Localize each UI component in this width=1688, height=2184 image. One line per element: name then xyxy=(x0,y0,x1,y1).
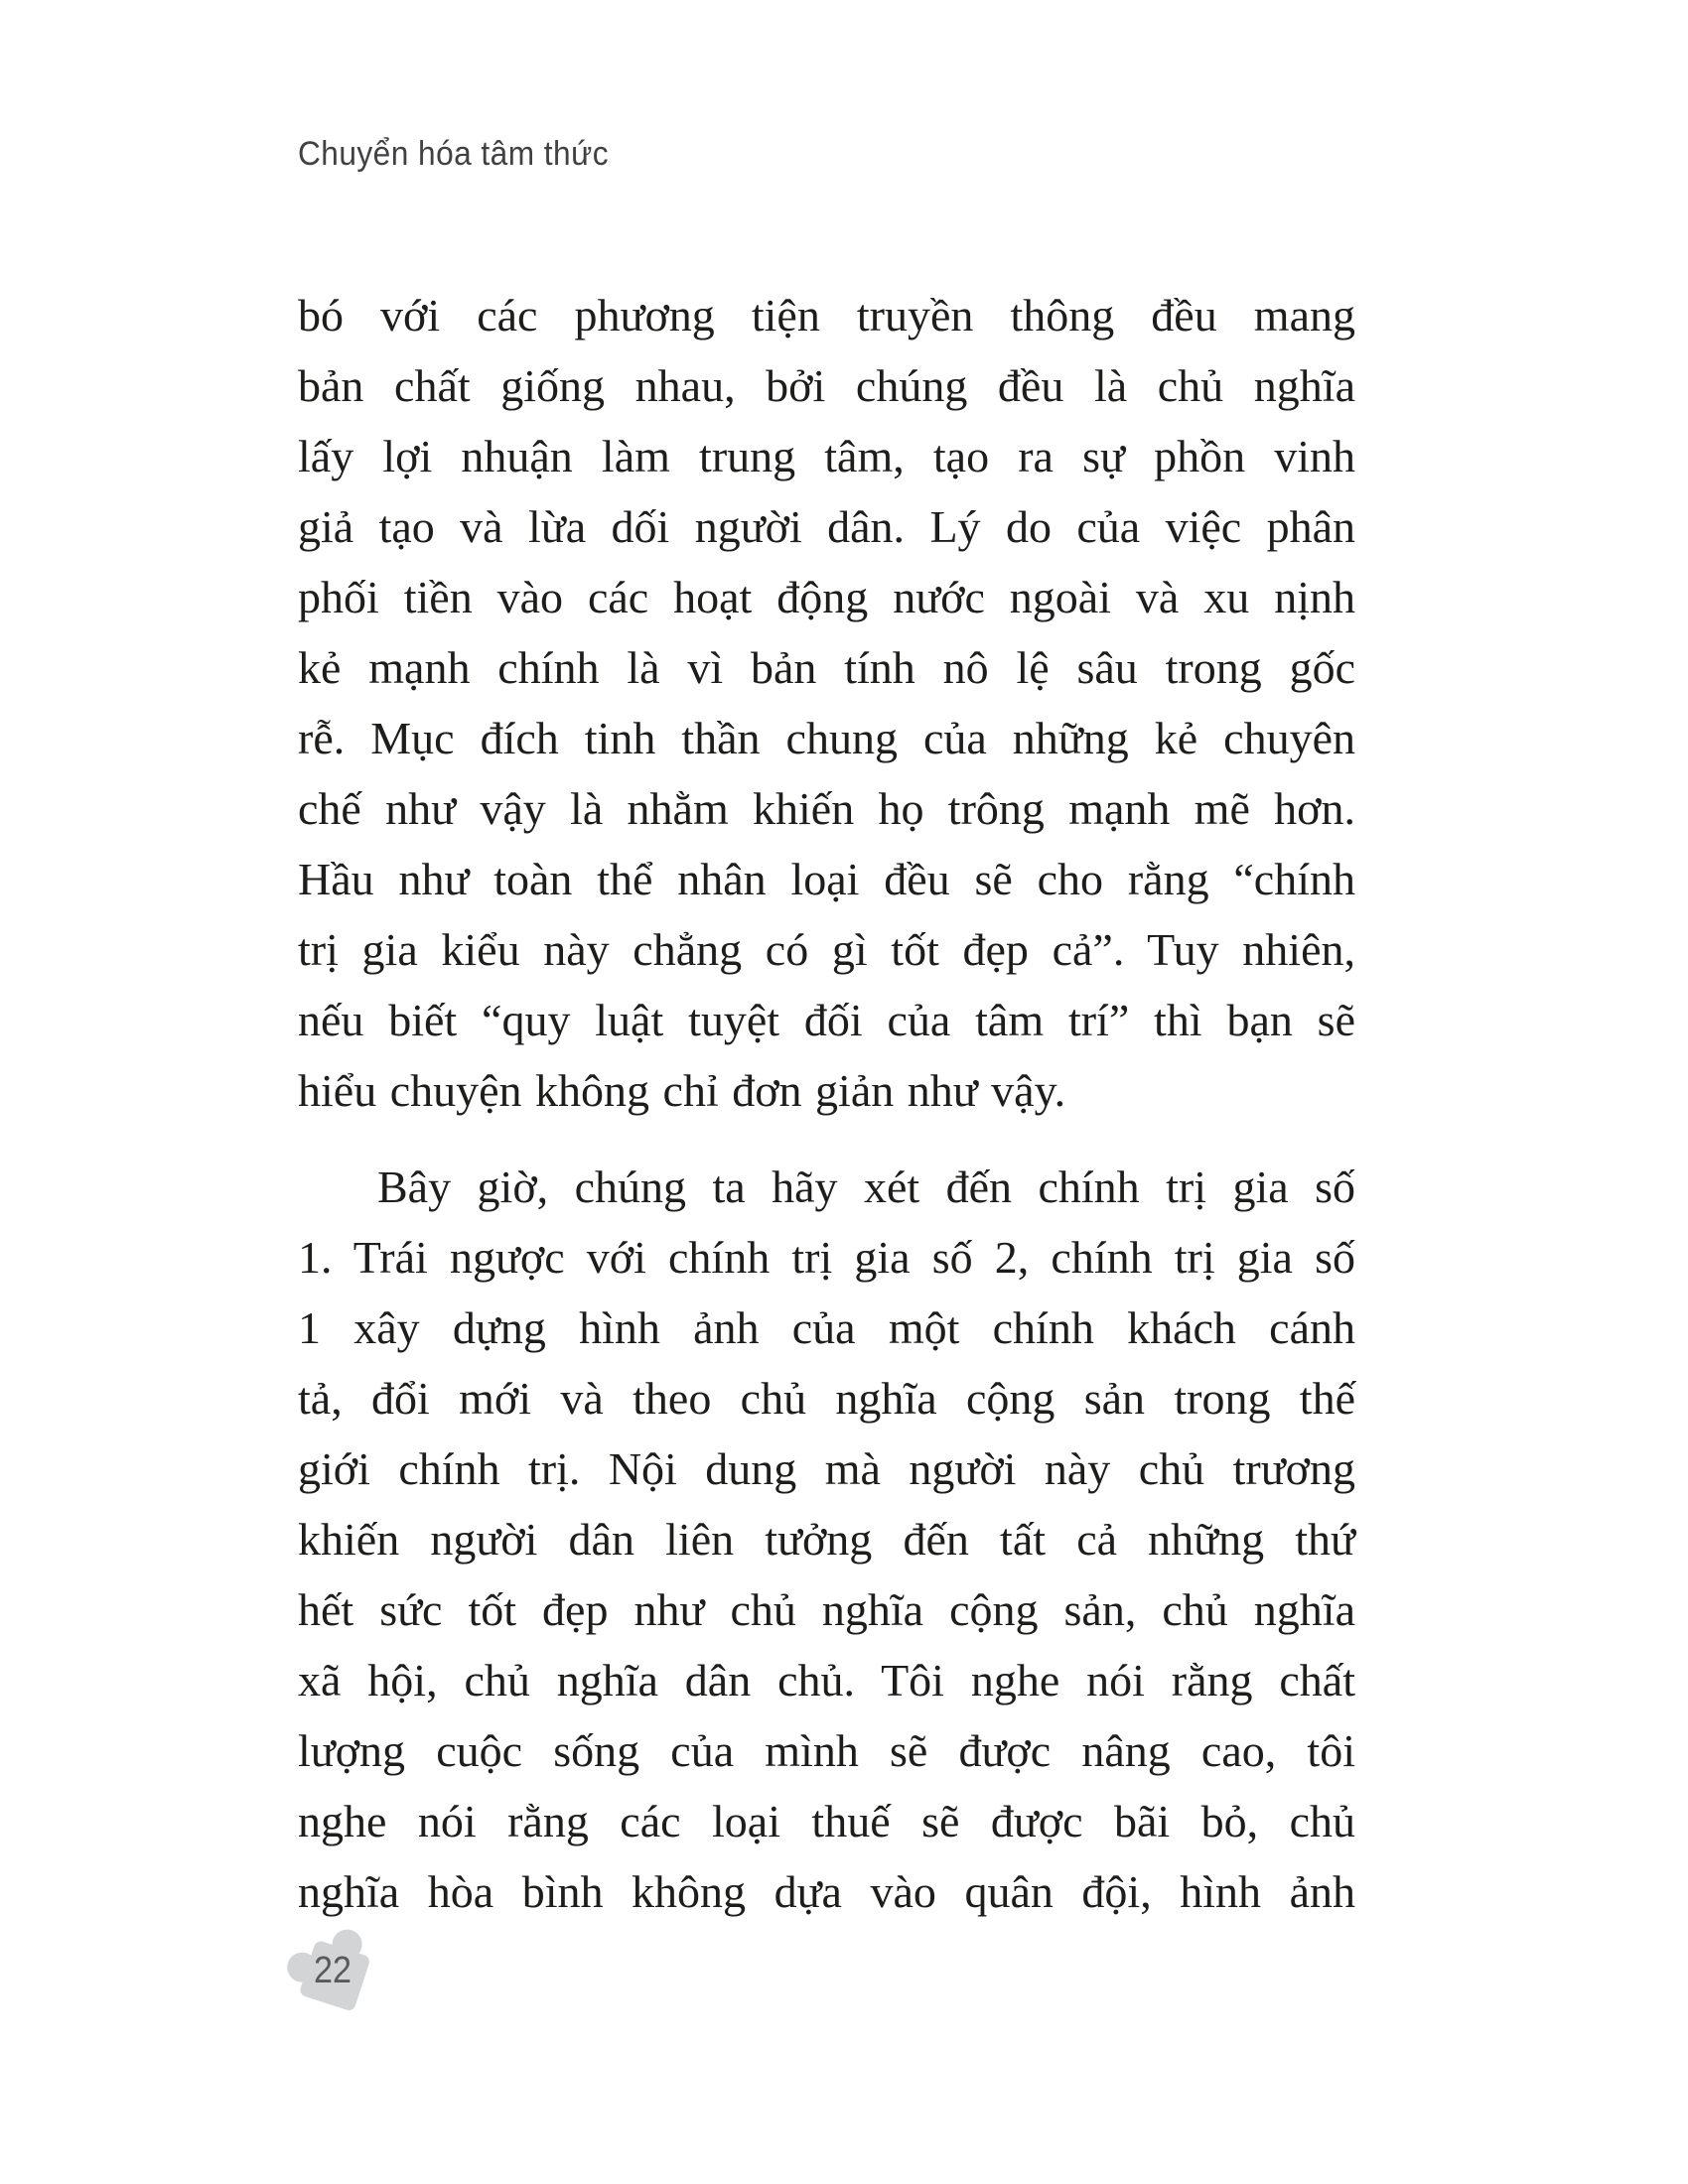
text-line: giả tạo và lừa dối người dân. Lý do của việc phân xyxy=(298,501,1355,552)
text-line: bản chất giống nhau, bởi chúng đều là chủ nghĩa xyxy=(298,360,1355,411)
text-line: hết sức tốt đẹp như chủ nghĩa cộng sản, chủ nghĩa xyxy=(298,1584,1355,1635)
text-line: tả, đổi mới và theo chủ nghĩa cộng sản trong thế xyxy=(298,1373,1355,1424)
body-text xyxy=(298,280,1355,1927)
paragraph-2 xyxy=(298,1152,1355,1927)
text-line: chế như vậy là nhằm khiến họ trông mạnh mẽ hơn. xyxy=(298,783,1355,834)
text-line: lấy lợi nhuận làm trung tâm, tạo ra sự phồn vinh xyxy=(298,431,1355,481)
text-line: nghe nói rằng các loại thuế sẽ được bãi bỏ, chủ xyxy=(298,1796,1355,1846)
text-line: nghĩa hòa bình không dựa vào quân đội, hình ảnh xyxy=(298,1866,1355,1917)
running-header: Chuyển hóa tâm thức xyxy=(298,135,610,173)
text-line: phối tiền vào các hoạt động nước ngoài và xu nịnh xyxy=(298,572,1355,622)
text-line: xã hội, chủ nghĩa dân chủ. Tôi nghe nói rằng chất xyxy=(298,1655,1355,1706)
text-line: kẻ mạnh chính là vì bản tính nô lệ sâu trong gốc xyxy=(298,642,1355,693)
page-number: 22 xyxy=(314,1950,352,1991)
text-line: khiến người dân liên tưởng đến tất cả những thứ xyxy=(298,1514,1355,1565)
text-line: 1 xây dựng hình ảnh của một chính khách cánh xyxy=(298,1302,1355,1353)
text-line: giới chính trị. Nội dung mà người này chủ trương xyxy=(298,1443,1355,1494)
paragraph-1 xyxy=(298,280,1355,1126)
text-line: hiểu chuyện không chỉ đơn giản như vậy. xyxy=(298,1065,1066,1116)
text-line: rễ. Mục đích tinh thần chung của những kẻ chuyên xyxy=(298,713,1355,763)
text-line: Hầu như toàn thể nhân loại đều sẽ cho rằng “chính xyxy=(298,854,1355,904)
text-line: trị gia kiểu này chẳng có gì tốt đẹp cả”. Tuy nhiên, xyxy=(298,924,1355,975)
text-line: bó với các phương tiện truyền thông đều mang xyxy=(298,290,1355,341)
text-line: nếu biết “quy luật tuyệt đối của tâm trí” thì bạn sẽ xyxy=(298,995,1355,1045)
text-line: Bây giờ, chúng ta hãy xét đến chính trị gia số xyxy=(377,1161,1355,1212)
page-footer xyxy=(276,1914,387,2025)
text-line: 1. Trái ngược với chính trị gia số 2, chính trị gia số xyxy=(298,1232,1355,1283)
text-line: lượng cuộc sống của mình sẽ được nâng cao, tôi xyxy=(298,1725,1355,1776)
